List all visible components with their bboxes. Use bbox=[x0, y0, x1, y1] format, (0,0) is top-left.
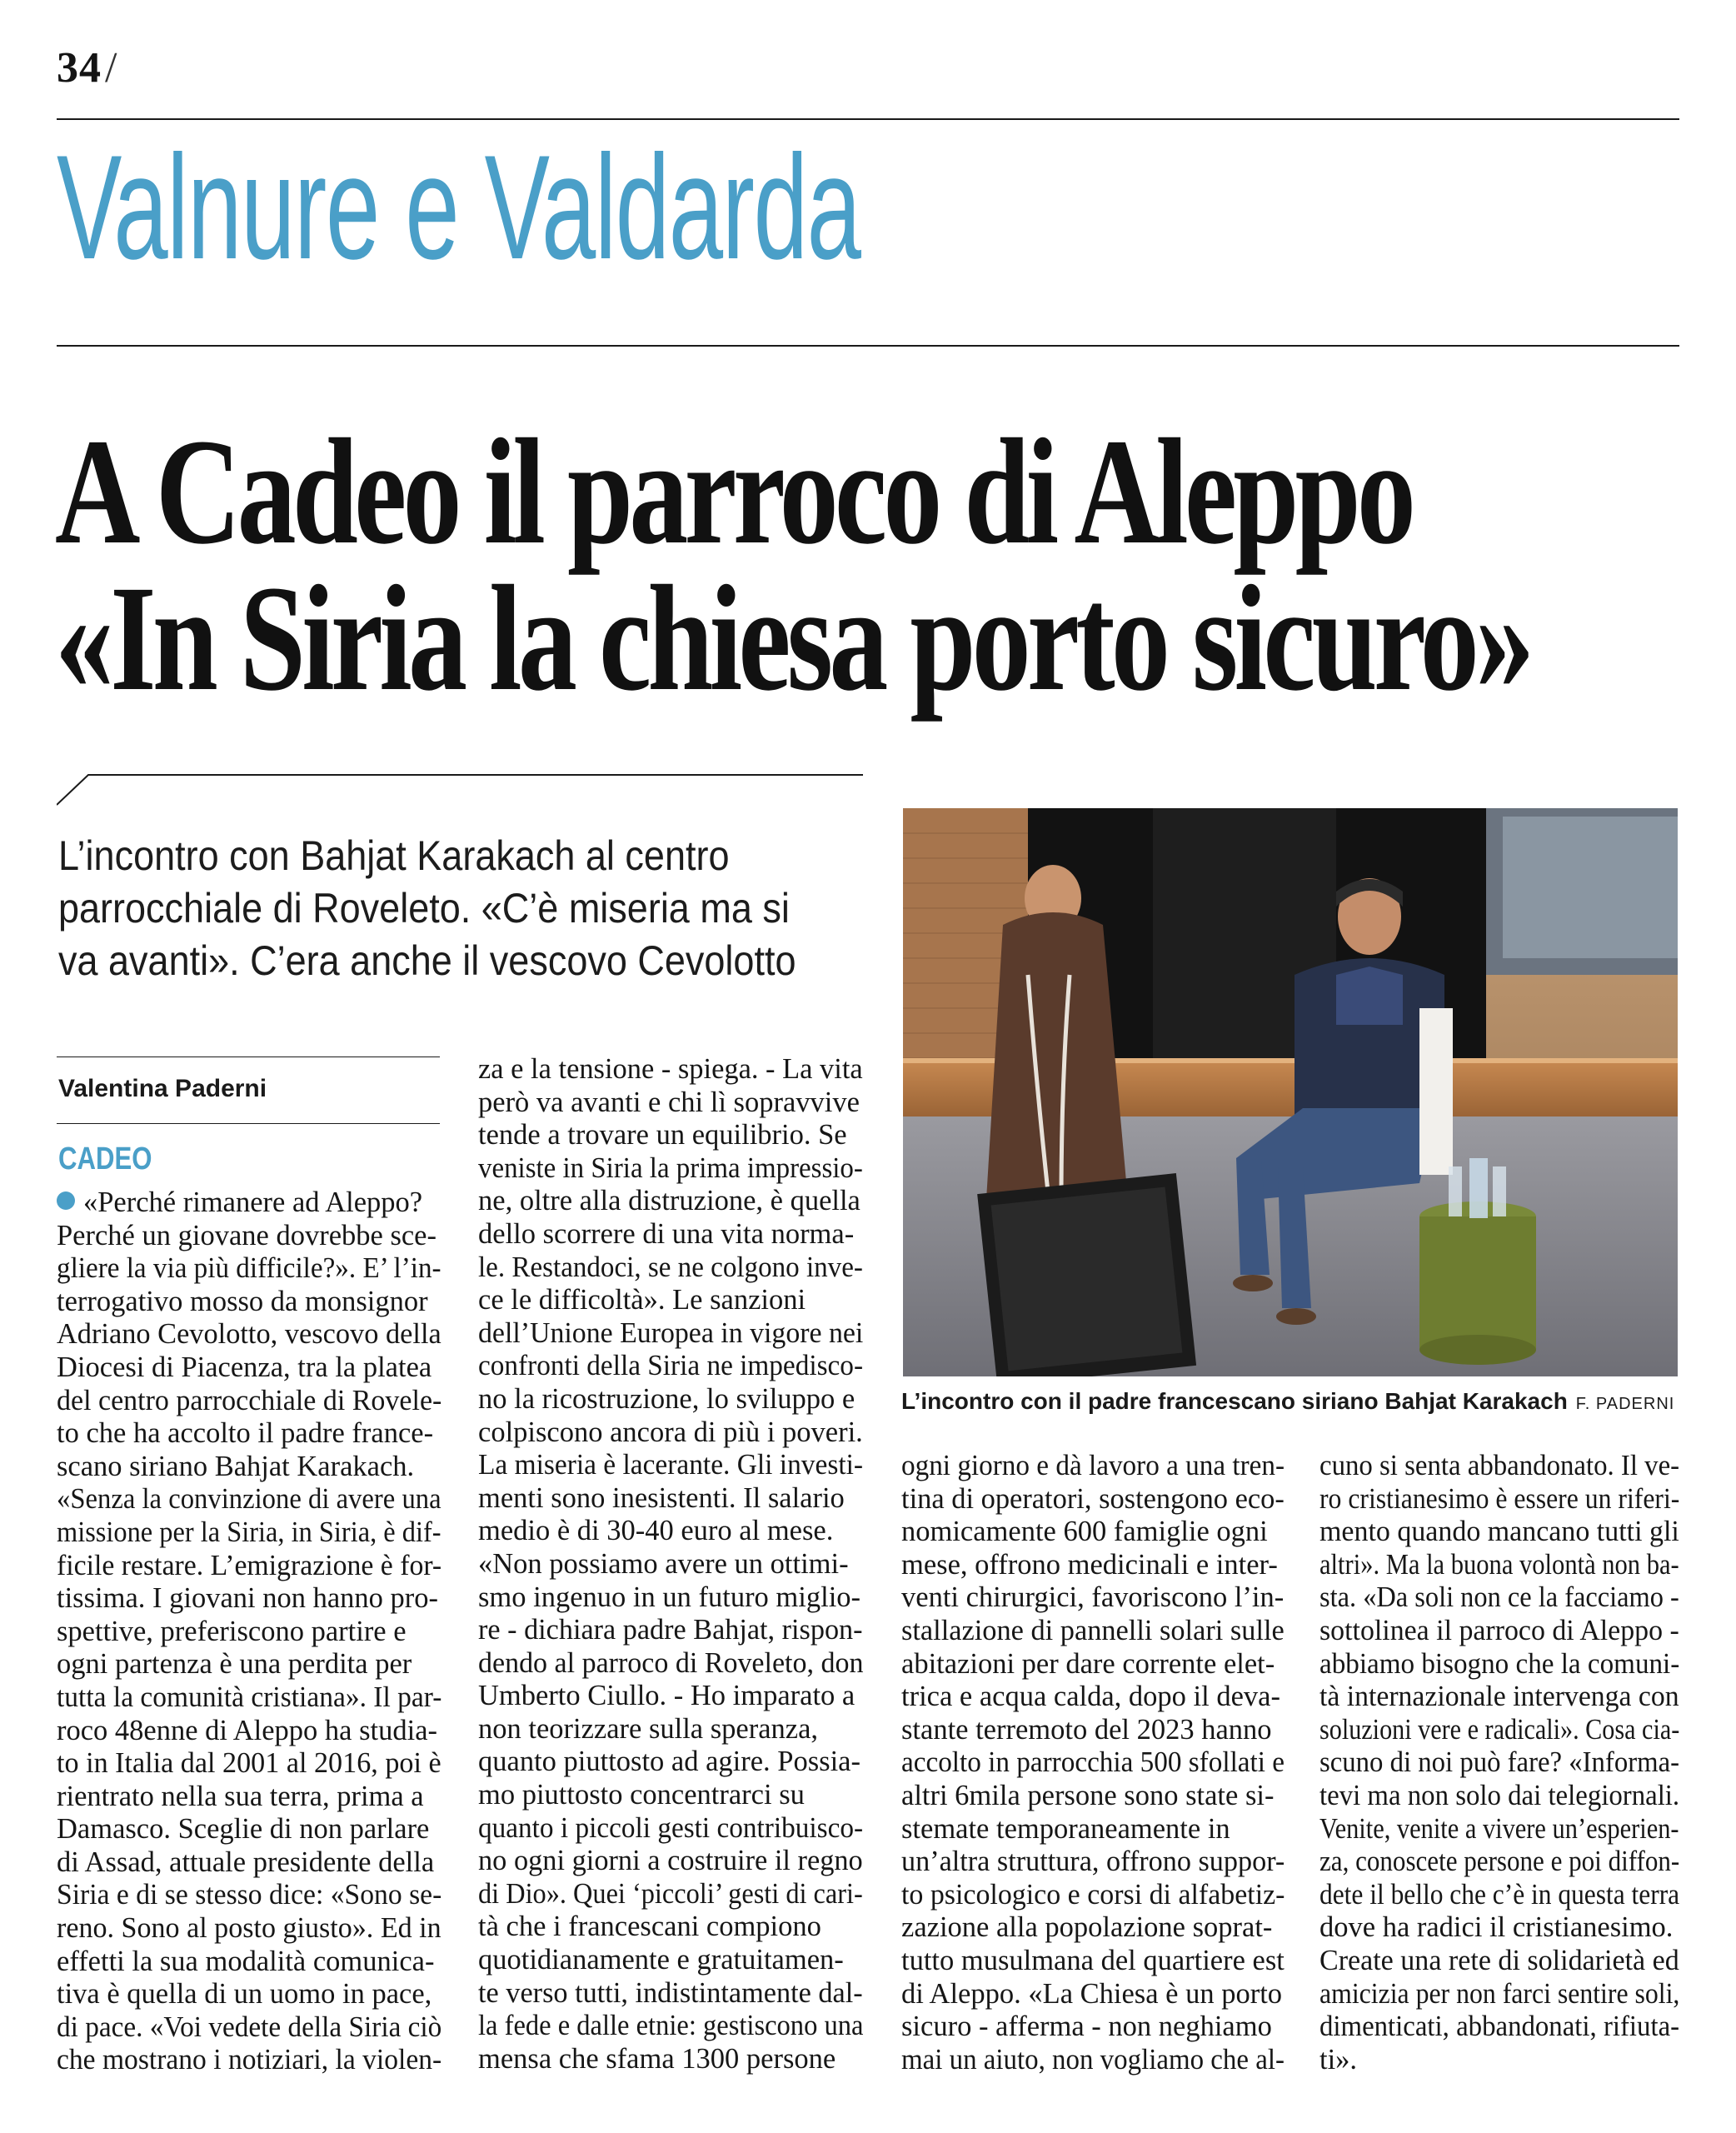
article-line: scuno di noi può fare? «Informa- bbox=[1319, 1746, 1680, 1779]
article-line: dete il bello che c’è in questa terra bbox=[1319, 1878, 1680, 1911]
article-line: sicuro - afferma - non neghiamo bbox=[901, 2011, 1272, 2043]
article-line: nomicamente 600 famiglie ogni bbox=[901, 1516, 1268, 1548]
article-line: te verso tutti, indistintamente dal- bbox=[478, 1976, 863, 2009]
article-line: che mostrano i notiziari, la violen- bbox=[57, 2044, 442, 2076]
article-line: dove ha radici il cristianesimo. bbox=[1319, 1911, 1674, 1944]
article-line: dell’Unione Europea in vigore nei bbox=[478, 1316, 864, 1349]
photo-credit: F. PADERNI bbox=[1575, 1395, 1675, 1413]
article-line: venti chirurgici, favoriscono l’in- bbox=[901, 1581, 1285, 1614]
article-line: missione per la Siria, in Siria, è dif- bbox=[57, 1516, 441, 1548]
page-number-slash: / bbox=[105, 44, 118, 92]
article-line: di Dio». Quei ‘piccoli’ gesti di cari- bbox=[478, 1877, 863, 1910]
article-line: za e la tensione - spiega. - La vita bbox=[478, 1053, 863, 1085]
article-line: dimenticati, abbandonati, rifiuta- bbox=[1319, 2011, 1680, 2043]
article-line: tevi ma non solo dai telegiornali. bbox=[1319, 1779, 1680, 1811]
article-line: colpiscono ancora di più i poveri. bbox=[478, 1416, 863, 1448]
subhead-rule bbox=[57, 773, 865, 807]
article-line: mento quando mancano tutti gli bbox=[1319, 1516, 1679, 1548]
article-line: no la ricostruzione, lo sviluppo e bbox=[478, 1382, 856, 1415]
article-line: la fede e dalle etnie: gestiscono una bbox=[478, 2010, 864, 2042]
article-line: «Perché rimanere ad Aleppo? bbox=[57, 1186, 441, 1220]
article-line: non teorizzare sulla speranza, bbox=[478, 1712, 819, 1745]
article-line: tutto musulmana del quartiere est bbox=[901, 1944, 1285, 1976]
article-line: «Senza la convinzione di avere una bbox=[57, 1483, 441, 1516]
photo-caption bbox=[901, 1388, 1674, 1415]
article-line: ne, oltre alla distruzione, è quella bbox=[478, 1185, 861, 1217]
article-column-3 bbox=[901, 1450, 1285, 2076]
article-line: za, conoscete persone e poi diffon- bbox=[1319, 1846, 1680, 1878]
article-line: un’altra struttura, offrono suppor- bbox=[901, 1846, 1285, 1878]
article-line: ficile restare. L’emigrazione è for- bbox=[57, 1549, 442, 1581]
article-line: Siria e di se stesso dice: «Sono se- bbox=[57, 1879, 442, 1911]
article-line: mai un aiuto, non vogliamo che al- bbox=[901, 2043, 1285, 2076]
section-rule bbox=[57, 345, 1679, 347]
article-line: medio è di 30-40 euro al mese. bbox=[478, 1515, 834, 1547]
article-line: del centro parrocchiale di Rovele- bbox=[57, 1384, 442, 1416]
article-line: mensa che sfama 1300 persone bbox=[478, 2042, 836, 2075]
article-line: menti sono inesistenti. Il salario bbox=[478, 1481, 845, 1514]
article-line: le. Restandoci, se ne colgono inve- bbox=[478, 1251, 863, 1283]
subhead bbox=[58, 830, 866, 987]
headline-line-1: A Cadeo il parroco di Aleppo bbox=[55, 408, 1413, 576]
article-line: però va avanti e chi lì sopravvive bbox=[478, 1086, 860, 1118]
headline-line-2: «In Siria la chiesa porto sicuro» bbox=[55, 555, 1531, 722]
article-line: stemate temporaneamente in bbox=[901, 1812, 1230, 1845]
article-line: Venite, venite a vivere un’esperien- bbox=[1319, 1812, 1679, 1845]
subhead-line: parrocchiale di Roveleto. «C’è miseria ma si bbox=[58, 885, 790, 932]
article-line: Adriano Cevolotto, vescovo della bbox=[57, 1318, 441, 1351]
top-rule bbox=[57, 118, 1679, 120]
article-line: di Aleppo. «La Chiesa è un porto bbox=[901, 1977, 1283, 2010]
article-line: dendo al parroco di Roveleto, don bbox=[478, 1646, 864, 1679]
article-line: sottolinea il parroco di Aleppo - bbox=[1319, 1614, 1679, 1646]
page-number bbox=[57, 43, 117, 92]
article-line: rientrato nella sua terra, prima a bbox=[57, 1780, 424, 1812]
article-line: sta. «Da soli non ce la facciamo - bbox=[1319, 1581, 1679, 1614]
article-line: tà internazionale intervenga con bbox=[1319, 1681, 1679, 1713]
article-line: no ogni giorni a costruire il regno bbox=[478, 1845, 863, 1877]
article-line: ogni giorno e dà lavoro a una tren- bbox=[901, 1450, 1285, 1481]
article-line: Diocesi di Piacenza, tra la platea bbox=[57, 1351, 432, 1383]
lead-bullet-icon bbox=[57, 1191, 75, 1210]
article-line: trica e acqua calda, dopo il deva- bbox=[901, 1681, 1280, 1713]
dateline: CADEO bbox=[58, 1141, 152, 1176]
article-column-4 bbox=[1319, 1450, 1679, 2076]
article-line: effetti la sua modalità comunica- bbox=[57, 1945, 435, 1977]
article-line: Create una rete di solidarietà ed bbox=[1319, 1944, 1679, 1976]
article-line: stallazione di pannelli solari sulle bbox=[901, 1614, 1285, 1646]
article-line: Perché un giovane dovrebbe sce- bbox=[57, 1219, 436, 1251]
subhead-line: va avanti». C’era anche il vescovo Cevolotto bbox=[58, 937, 796, 984]
article-line: re - dichiara padre Bahjat, rispon- bbox=[478, 1614, 863, 1646]
article-line: tissima. I giovani non hanno pro- bbox=[57, 1582, 439, 1615]
article-line: gliere la via più difficile?». E’ l’in- bbox=[57, 1252, 441, 1285]
article-line: reno. Sono al posto giusto». Ed in bbox=[57, 1912, 441, 1945]
article-line: quanto piuttosto ad agire. Possia- bbox=[478, 1746, 861, 1778]
article-line: tutta la comunità cristiana». Il par- bbox=[57, 1681, 442, 1713]
article-line: tiva è quella di un uomo in pace, bbox=[57, 1978, 432, 2011]
article-line: stante terremoto del 2023 hanno bbox=[901, 1713, 1272, 1746]
article-line: spettive, preferiscono partire e bbox=[57, 1615, 407, 1647]
article-line: soluzioni vere e radicali». Cosa cia- bbox=[1319, 1713, 1680, 1746]
article-line: abitazioni per dare corrente elet- bbox=[901, 1647, 1275, 1680]
article-line: «Non possiamo avere un ottimi- bbox=[478, 1547, 849, 1580]
article-line: confronti della Siria ne impedisco- bbox=[478, 1350, 864, 1382]
article-line: di pace. «Voi vedete della Siria ciò bbox=[57, 2011, 442, 2043]
article-line: ogni partenza è una perdita per bbox=[57, 1648, 412, 1681]
article-line: abbiamo bisogno che la comuni- bbox=[1319, 1647, 1680, 1680]
article-line: scano siriano Bahjat Karakach. bbox=[57, 1450, 415, 1482]
subhead-line: L’incontro con Bahjat Karakach al centro bbox=[58, 832, 730, 879]
byline-rule-bottom bbox=[57, 1123, 440, 1124]
article-line: di Assad, attuale presidente della bbox=[57, 1846, 435, 1878]
article-line: Umberto Ciullo. - Ho imparato a bbox=[478, 1680, 856, 1712]
article-line: mese, offrono medicinali e inter- bbox=[901, 1548, 1278, 1581]
page-number-value: 34 bbox=[57, 44, 102, 92]
article-line: ro cristianesimo è essere un riferi- bbox=[1319, 1482, 1680, 1515]
article-line: tende a trovare un equilibrio. Se bbox=[478, 1119, 847, 1151]
article-column-1 bbox=[57, 1186, 441, 2077]
article-line: cuno si senta abbandonato. Il ve- bbox=[1319, 1450, 1680, 1481]
article-column-2 bbox=[478, 1053, 863, 2076]
article-line: zazione alla popolazione soprat- bbox=[901, 1911, 1273, 1944]
article-photo bbox=[903, 808, 1678, 1376]
article-line: altri 6mila persone sono state si- bbox=[901, 1779, 1275, 1811]
article-line: quanto i piccoli gesti contribuisco- bbox=[478, 1811, 864, 1844]
article-line: ti». bbox=[1319, 2043, 1358, 2076]
article-line: tà che i francescani compiono bbox=[478, 1911, 821, 1943]
article-line: dello scorrere di una vita norma- bbox=[478, 1217, 855, 1250]
article-line: smo ingenuo in un futuro miglio- bbox=[478, 1581, 861, 1613]
article-line: tina di operatori, sostengono eco- bbox=[901, 1482, 1285, 1515]
article-line: to che ha accolto il padre france- bbox=[57, 1417, 434, 1450]
article-line: roco 48enne di Aleppo ha studia- bbox=[57, 1714, 438, 1746]
article-line: mo piuttosto concentrarci su bbox=[478, 1779, 805, 1811]
article-line: Damasco. Sceglie di non parlare bbox=[57, 1813, 430, 1846]
article-line: amicizia per non farci sentire soli, bbox=[1319, 1977, 1680, 2010]
article-line: ce le difficoltà». Le sanzioni bbox=[478, 1284, 806, 1316]
article-line: to in Italia dal 2001 al 2016, poi è bbox=[57, 1747, 441, 1780]
section-title: Valnure e Valdarda bbox=[57, 124, 861, 290]
article-line: altri». Ma la buona volontà non ba- bbox=[1319, 1548, 1679, 1581]
article-line: to psicologico e corsi di alfabetiz- bbox=[901, 1878, 1285, 1911]
byline: Valentina Paderni bbox=[58, 1075, 267, 1102]
photo-caption-text: L’incontro con il padre francescano siriano Bahjat Karakach bbox=[901, 1388, 1568, 1414]
article-line: terrogativo mosso da monsignor bbox=[57, 1285, 428, 1317]
article-line: veniste in Siria la prima impressio- bbox=[478, 1151, 863, 1184]
article-line: La miseria è lacerante. Gli investi- bbox=[478, 1449, 864, 1481]
article-line: quotidianamente e gratuitamen- bbox=[478, 1944, 844, 1976]
article-line: accolto in parrocchia 500 sfollati e bbox=[901, 1746, 1285, 1779]
